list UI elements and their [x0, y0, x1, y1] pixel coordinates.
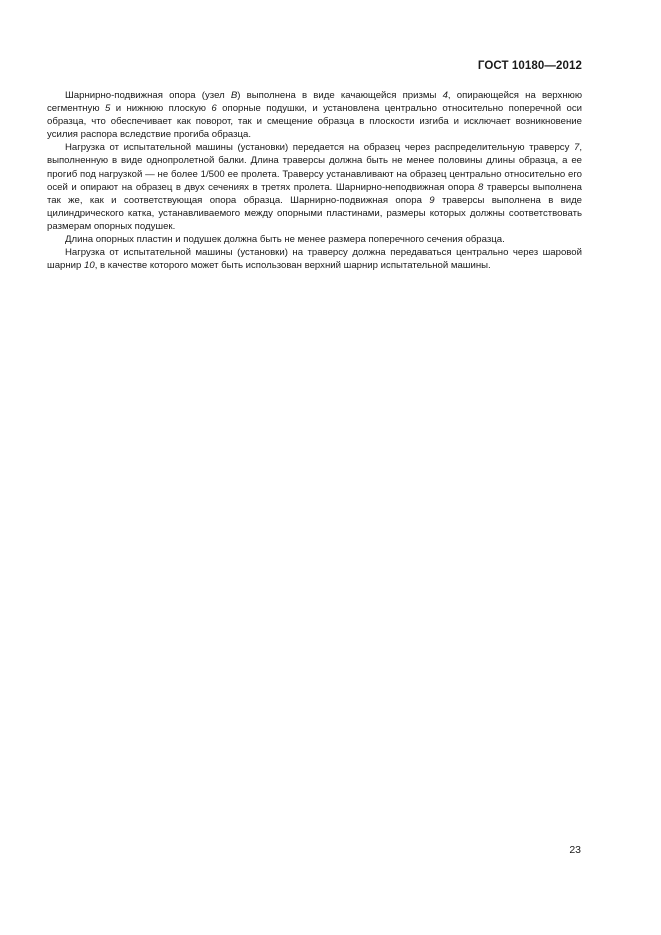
document-body — [47, 89, 582, 272]
text-run: , опирающейся на верхнюю сегментную — [47, 90, 583, 115]
text-run: траверсы выполнена так же, как и соответствующая опора образца. Шарнирно-подвижная опора — [47, 181, 582, 206]
text-run: , в качестве которого может быть использован верхний шарнир испытательной машины. — [94, 260, 491, 272]
document-id: ГОСТ 10180—2012 — [477, 60, 582, 72]
text-run: , выполненную в виде однопролетной балки. Длина траверсы должна быть не менее половины длины образца, а ее прогиб под нагрузкой — не более 1/500 ее пролета. Траверсу устанавливают на образец центрально относительно его осей и опирают на образец в двух сечениях в третях пролета. Шарнирно-неподвижная опора — [47, 142, 582, 193]
document-header — [478, 60, 582, 72]
text-run: ) выполнена в виде качающейся призмы — [237, 90, 443, 101]
reference-numeral: 4 — [442, 90, 448, 101]
reference-numeral: 6 — [211, 103, 217, 115]
reference-numeral: 10 — [84, 260, 95, 272]
paragraph — [47, 233, 582, 246]
reference-numeral: 7 — [573, 142, 580, 154]
text-run: Нагрузка от испытательной машины (установки) передается на образец через распределительную траверсу — [65, 142, 574, 154]
reference-numeral: В — [230, 90, 238, 101]
text-run: Шарнирно-подвижная опора (узел — [65, 90, 231, 101]
reference-numeral: 9 — [429, 194, 435, 206]
paragraph — [47, 141, 582, 233]
page-number: 23 — [569, 844, 581, 856]
reference-numeral: 8 — [477, 181, 484, 193]
paragraph — [47, 89, 582, 141]
reference-numeral: 5 — [104, 103, 111, 115]
text-run: опорные подушки, и установлена центрально относительно поперечной оси образца, что обеспечивает как поворот, так и смещение образца в плоскости изгиба и исключает возникновение усилия распора вследствие прогиба образца. — [47, 103, 582, 141]
text-run: Нагрузка от испытательной машины (установки) на траверсу должна передаваться центрально через шаровой шарнир — [47, 247, 582, 272]
paragraph — [47, 246, 582, 272]
text-run: и нижнюю плоскую — [110, 103, 212, 115]
text-run: траверсы выполнена в виде цилиндрического катка, устанавливаемого между опорными пластинами, размеры которых должны соответствовать размерам опорных подушек. — [47, 194, 583, 232]
text-run: Длина опорных пластин и подушек должна быть не менее размера поперечного сечения образца. — [65, 234, 505, 246]
